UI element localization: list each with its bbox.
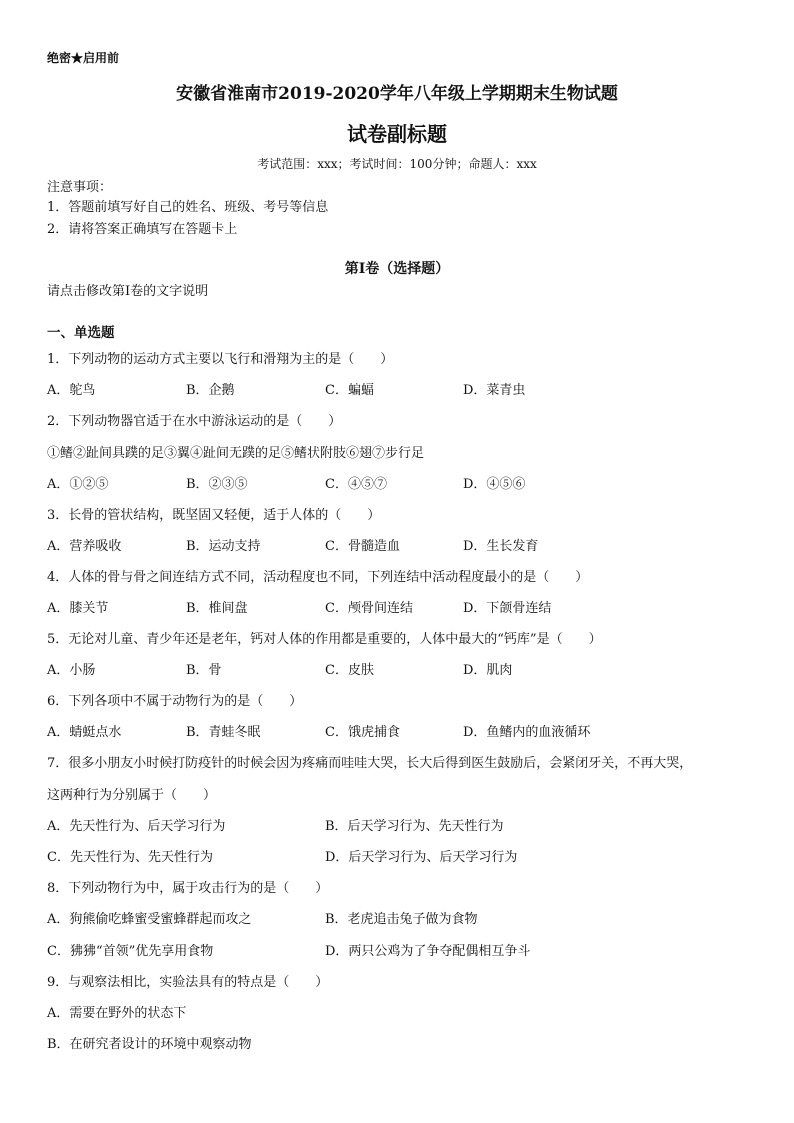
note-item: 2．请将答案正确填写在答题卡上 [47,222,238,237]
option-b: B．②③⑤ [186,477,248,492]
note-item: 1．答题前填写好自己的姓名、班级、考号等信息 [47,200,329,215]
option-d: D．④⑤⑥ [463,477,526,492]
option-b: B．老虎追击兔子做为食物 [325,912,478,927]
option-a: A．先天性行为、后天学习行为 [47,819,226,834]
option-c: C．颅骨间连结 [325,601,413,616]
option-d: D．肌肉 [463,663,513,678]
question-2-items: ①鳍②趾间具蹼的足③翼④趾间无蹼的足⑤鳍状附肢⑥翅⑦步行足 [47,446,425,461]
option-c: C．骨髓造血 [325,539,400,554]
option-b: B．运动支持 [186,539,261,554]
question-4: 4．人体的骨与骨之间连结方式不同，活动程度也不同，下列连结中活动程度最小的是（ ） [47,570,589,585]
question-7-cont: 这两种行为分别属于（ ） [47,788,217,803]
option-d: D．鱼鳍内的血液循环 [463,725,591,740]
option-b: B．后天学习行为、先天性行为 [325,819,504,834]
option-b: B．椎间盘 [186,601,248,616]
option-b: B．青蛙冬眠 [186,725,261,740]
part-description: 请点击修改第I卷的文字说明 [47,284,209,299]
option-a: A．膝关节 [47,601,109,616]
exam-title: 安徽省淮南市2019-2020学年八年级上学期期末生物试题 [176,84,618,104]
option-c: C．蝙蝠 [325,383,374,398]
exam-info: 考试范围：xxx；考试时间：100分钟；命题人：xxx [257,157,537,171]
option-a: A．需要在野外的状态下 [47,1006,187,1021]
question-8: 8．下列动物行为中，属于攻击行为的是（ ） [47,881,329,896]
question-3: 3．长骨的管状结构，既坚固又轻便，适于人体的（ ） [47,508,381,523]
option-d: D．生长发育 [463,539,539,554]
option-c: C．狒狒“首领”优先享用食物 [47,944,214,959]
question-7: 7．很多小朋友小时候打防疫针的时候会因为疼痛而哇哇大哭，长大后得到医生鼓励后，会紧闭牙关，不再大哭， [47,756,693,771]
question-6: 6．下列各项中不属于动物行为的是（ ） [47,694,303,709]
question-2: 2．下列动物器官适于在水中游泳运动的是（ ） [47,414,342,429]
option-d: D．菜青虫 [463,383,526,398]
exam-subtitle: 试卷副标题 [347,122,447,146]
option-a: A．营养吸收 [47,539,122,554]
option-c: C．皮肤 [325,663,374,678]
section-heading: 一、单选题 [47,325,115,341]
option-c: C．饿虎捕食 [325,725,400,740]
option-a: A．蜻蜓点水 [47,725,122,740]
option-b: B．企鹅 [186,383,235,398]
option-a: A．狗熊偷吃蜂蜜受蜜蜂群起而攻之 [47,912,252,927]
option-c: C．④⑤⑦ [325,477,387,492]
part-title: 第I卷（选择题） [344,261,450,277]
notes-heading: 注意事项： [47,180,113,195]
question-5: 5．无论对儿童、青少年还是老年，钙对人体的作用都是重要的，人体中最大的“钙库”是（ ） [47,632,602,647]
confidential-label: 绝密★启用前 [47,51,120,65]
question-9: 9．与观察法相比，实验法具有的特点是（ ） [47,975,329,990]
option-b: B．在研究者设计的环境中观察动物 [47,1037,252,1052]
option-d: D．下颌骨连结 [463,601,552,616]
question-1: 1．下列动物的运动方式主要以飞行和滑翔为主的是（ ） [47,352,394,367]
option-b: B．骨 [186,663,222,678]
option-d: D．两只公鸡为了争夺配偶相互争斗 [325,944,531,959]
option-d: D．后天学习行为、后天学习行为 [325,850,518,865]
option-c: C．先天性行为、先天性行为 [47,850,213,865]
option-a: A．①②⑤ [47,477,109,492]
option-a: A．鸵鸟 [47,383,96,398]
option-a: A．小肠 [47,663,96,678]
